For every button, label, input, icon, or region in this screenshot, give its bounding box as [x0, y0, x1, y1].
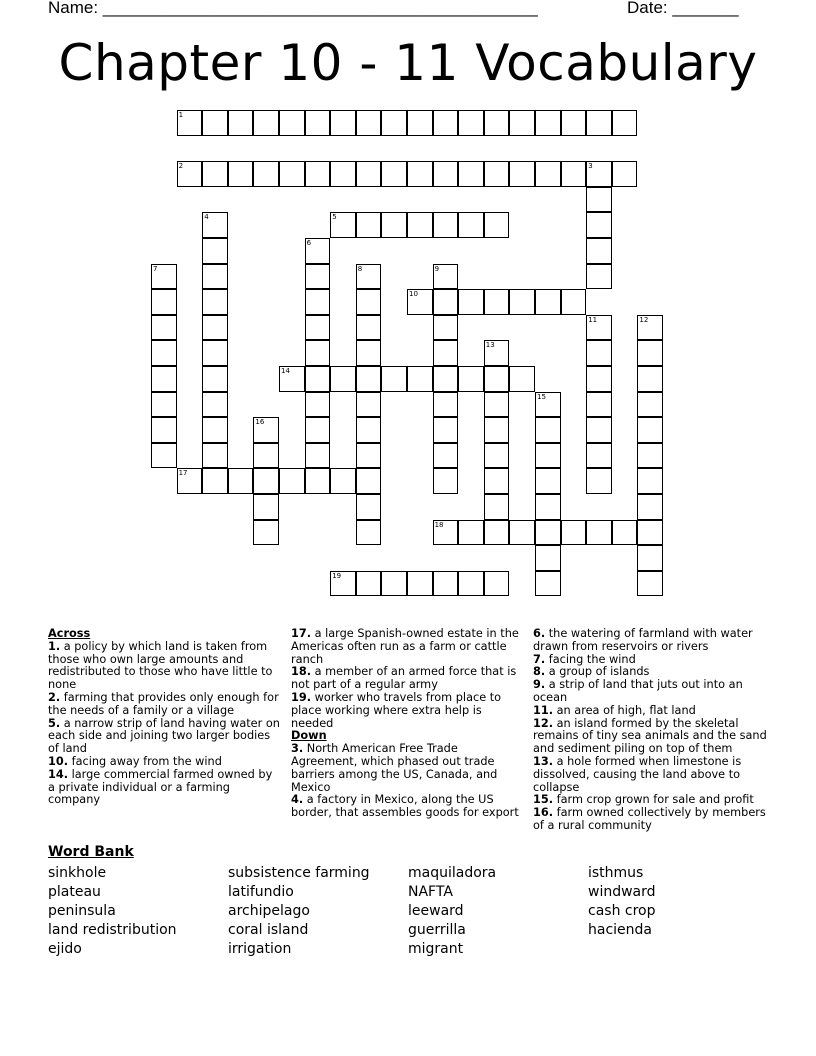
clue-across-17: 17. a large Spanish-owned estate in the Americas often run as a farm or cattle ranch	[291, 627, 519, 666]
clue-across-1: 1. a policy by which land is taken from those who own large amounts and redistributed to those who have little to none	[48, 639, 273, 692]
crossword-cell[interactable]	[356, 212, 382, 238]
clue-across-14: 14. large commercial farmed owned by a private individual or a farming company	[48, 767, 273, 807]
word-bank-column-4	[588, 864, 656, 940]
word-bank-item: NAFTA	[408, 884, 453, 900]
crossword-cell[interactable]	[202, 110, 228, 136]
crossword-cell[interactable]	[253, 520, 279, 546]
word-bank-column-1	[48, 864, 177, 959]
cell-number: 3	[588, 162, 593, 171]
crossword-cell[interactable]	[586, 161, 612, 187]
crossword-cell[interactable]	[535, 468, 561, 494]
crossword-cell[interactable]	[484, 468, 510, 494]
crossword-cell[interactable]	[561, 289, 587, 315]
crossword-cell[interactable]	[202, 289, 228, 315]
crossword-cell[interactable]	[535, 289, 561, 315]
word-bank-item: windward	[588, 884, 656, 900]
crossword-cell[interactable]	[586, 110, 612, 136]
cell-number: 5	[332, 213, 337, 222]
word-bank-item: land redistribution	[48, 922, 177, 938]
crossword-cell[interactable]	[202, 264, 228, 290]
crossword-cell[interactable]	[458, 110, 484, 136]
across-heading: Across	[48, 627, 91, 640]
crossword-cell[interactable]	[330, 161, 356, 187]
word-bank-column-2	[228, 864, 370, 959]
crossword-cell[interactable]	[484, 212, 510, 238]
crossword-cell[interactable]	[202, 315, 228, 341]
crossword-cell[interactable]	[305, 468, 331, 494]
crossword-cell[interactable]	[356, 571, 382, 597]
crossword-cell[interactable]	[612, 161, 638, 187]
crossword-cell[interactable]	[433, 340, 459, 366]
crossword-cell[interactable]	[484, 366, 510, 392]
crossword-cell[interactable]	[535, 161, 561, 187]
crossword-cell[interactable]	[279, 366, 305, 392]
crossword-cell[interactable]	[202, 417, 228, 443]
crossword-cell[interactable]	[484, 289, 510, 315]
crossword-cell[interactable]	[151, 417, 177, 443]
clue-down-16: 16. farm owned collectively by members of a rural community	[533, 806, 766, 832]
crossword-cell[interactable]	[433, 110, 459, 136]
crossword-cell[interactable]	[381, 571, 407, 597]
crossword-cell[interactable]	[305, 315, 331, 341]
crossword-cell[interactable]	[509, 520, 535, 546]
crossword-cell[interactable]	[177, 110, 203, 136]
crossword-cell[interactable]	[253, 494, 279, 520]
crossword-cell[interactable]	[535, 520, 561, 546]
crossword-cell[interactable]	[484, 340, 510, 366]
crossword-cell[interactable]	[612, 110, 638, 136]
crossword-cell[interactable]	[433, 264, 459, 290]
crossword-cell[interactable]	[151, 366, 177, 392]
crossword-cell[interactable]	[253, 110, 279, 136]
date-line[interactable]: Date: _______	[627, 0, 739, 17]
crossword-cell[interactable]	[433, 417, 459, 443]
crossword-cell[interactable]	[535, 443, 561, 469]
crossword-cell[interactable]	[407, 161, 433, 187]
clue-down-3: 3. North American Free Trade Agreement, which phased out trade barriers among the US, Canada, and Mexico	[291, 742, 498, 794]
crossword-cell[interactable]	[458, 571, 484, 597]
word-bank-item: peninsula	[48, 903, 116, 919]
crossword-cell[interactable]	[586, 238, 612, 264]
crossword-cell[interactable]	[305, 110, 331, 136]
crossword-cell[interactable]	[305, 392, 331, 418]
crossword-cell[interactable]	[433, 468, 459, 494]
crossword-cell[interactable]	[356, 161, 382, 187]
cell-number: 9	[434, 264, 440, 273]
crossword-cell[interactable]	[151, 443, 177, 469]
crossword-cell[interactable]	[637, 494, 663, 520]
crossword-cell[interactable]	[202, 366, 228, 392]
crossword-cell[interactable]	[356, 289, 382, 315]
crossword-cell[interactable]	[637, 315, 663, 341]
cell-number: 14	[281, 367, 290, 375]
crossword-cell[interactable]	[484, 110, 510, 136]
crossword-cell[interactable]	[535, 110, 561, 136]
cell-number: 1	[178, 111, 184, 119]
crossword-cell[interactable]	[484, 417, 510, 443]
crossword-cell[interactable]	[381, 366, 407, 392]
word-bank-item: leeward	[408, 903, 464, 919]
cell-number: 7	[153, 264, 158, 273]
cell-number: 11	[588, 315, 598, 324]
crossword-cell[interactable]	[381, 212, 407, 238]
crossword-cell[interactable]	[305, 264, 331, 290]
crossword-cell[interactable]	[433, 571, 459, 597]
crossword-cell[interactable]	[586, 468, 612, 494]
crossword-cell[interactable]	[151, 392, 177, 418]
crossword-cell[interactable]	[253, 417, 279, 443]
crossword-cell[interactable]	[177, 468, 203, 494]
clue-column-3	[533, 628, 769, 833]
crossword-cell[interactable]	[535, 494, 561, 520]
crossword-cell[interactable]	[586, 264, 612, 290]
crossword-cell[interactable]	[637, 392, 663, 418]
crossword-cell[interactable]	[356, 366, 382, 392]
crossword-cell[interactable]	[637, 545, 663, 571]
crossword-cell[interactable]	[356, 468, 382, 494]
crossword-cell[interactable]	[330, 110, 356, 136]
crossword-cell[interactable]	[637, 468, 663, 494]
crossword-cell[interactable]	[433, 161, 459, 187]
clue-column-1	[48, 628, 280, 807]
crossword-cell[interactable]	[330, 212, 356, 238]
crossword-cell[interactable]	[305, 417, 331, 443]
crossword-cell[interactable]	[637, 443, 663, 469]
clue-across-10: 10. facing away from the wind	[48, 754, 222, 768]
crossword-cell[interactable]	[586, 443, 612, 469]
crossword-cell[interactable]	[407, 571, 433, 597]
page-title: Chapter 10 - 11 Vocabulary	[58, 34, 758, 92]
clue-across-5: 5. a narrow strip of land having water on each side and joining two larger bodies of land	[48, 716, 280, 756]
clue-column-2	[291, 628, 523, 820]
crossword-cell[interactable]	[637, 417, 663, 443]
crossword-cell[interactable]	[279, 110, 305, 136]
crossword-cell[interactable]	[586, 212, 612, 238]
crossword-cell[interactable]	[151, 340, 177, 366]
crossword-cell[interactable]	[509, 289, 535, 315]
cell-number: 13	[485, 341, 495, 350]
crossword-cell[interactable]	[202, 340, 228, 366]
crossword-cell[interactable]	[381, 110, 407, 136]
crossword-cell[interactable]	[484, 520, 510, 546]
crossword-cell[interactable]	[305, 289, 331, 315]
crossword-cell[interactable]	[356, 520, 382, 546]
word-bank-item: irrigation	[228, 941, 292, 957]
crossword-cell[interactable]	[637, 571, 663, 597]
crossword-cell[interactable]	[202, 212, 228, 238]
crossword-cell[interactable]	[458, 161, 484, 187]
crossword-cell[interactable]	[151, 315, 177, 341]
cell-number: 6	[306, 239, 312, 247]
crossword-cell[interactable]	[151, 289, 177, 315]
crossword-cell[interactable]	[330, 468, 356, 494]
crossword-cell[interactable]	[356, 392, 382, 418]
crossword-cell[interactable]	[612, 520, 638, 546]
crossword-cell[interactable]	[561, 520, 587, 546]
crossword-cell[interactable]	[253, 443, 279, 469]
clue-down-11: 11. an area of high, flat land	[533, 703, 696, 717]
name-line[interactable]: Name: ______________________________________________	[48, 0, 538, 17]
crossword-cell[interactable]	[433, 443, 459, 469]
clue-down-7: 7. facing the wind	[533, 652, 636, 666]
cell-number: 18	[434, 520, 444, 529]
crossword-cell[interactable]	[637, 366, 663, 392]
cell-number: 19	[332, 571, 342, 580]
cell-number: 8	[357, 264, 363, 273]
crossword-cell[interactable]	[561, 110, 587, 136]
crossword-cell[interactable]	[253, 468, 279, 494]
crossword-cell[interactable]	[202, 468, 228, 494]
word-bank-item: sinkhole	[48, 865, 107, 881]
crossword-cell[interactable]	[356, 110, 382, 136]
crossword-cell[interactable]	[484, 392, 510, 418]
crossword-cell[interactable]	[484, 571, 510, 597]
clue-down-6: 6. the watering of farmland with water drawn from reservoirs or rivers	[533, 627, 753, 653]
word-bank	[48, 844, 768, 957]
crossword-cell[interactable]	[509, 366, 535, 392]
crossword-cell[interactable]	[509, 110, 535, 136]
crossword-cell[interactable]	[509, 161, 535, 187]
word-bank-item: migrant	[408, 941, 464, 957]
clue-down-4: 4. a factory in Mexico, along the US border, that assembles goods for export	[291, 793, 519, 820]
crossword-cell[interactable]	[356, 315, 382, 341]
crossword-cell[interactable]	[330, 571, 356, 597]
crossword-cell[interactable]	[228, 110, 254, 136]
word-bank-item: guerrilla	[408, 922, 466, 938]
crossword-cell[interactable]	[151, 264, 177, 290]
crossword-cell[interactable]	[228, 468, 254, 494]
crossword-cell[interactable]	[330, 366, 356, 392]
crossword-cell[interactable]	[407, 289, 433, 315]
clue-across-18: 18. a member of an armed force that is not part of a regular army	[291, 665, 517, 692]
crossword-cell[interactable]	[202, 392, 228, 418]
crossword-cell[interactable]	[253, 161, 279, 187]
word-bank-item: coral island	[228, 922, 309, 938]
crossword-cell[interactable]	[484, 443, 510, 469]
crossword-cell[interactable]	[586, 392, 612, 418]
cell-number: 4	[204, 213, 209, 222]
down-heading: Down	[291, 729, 327, 743]
crossword-cell[interactable]	[535, 392, 561, 418]
crossword-cell[interactable]	[433, 366, 459, 392]
crossword-cell[interactable]	[407, 110, 433, 136]
crossword-cell[interactable]	[305, 366, 331, 392]
crossword-cell[interactable]	[586, 417, 612, 443]
crossword-cell[interactable]	[356, 417, 382, 443]
crossword-cell[interactable]	[305, 340, 331, 366]
word-bank-title: Word Bank	[48, 844, 134, 860]
crossword-cell[interactable]	[458, 366, 484, 392]
cell-number: 16	[255, 418, 265, 427]
crossword-cell[interactable]	[433, 289, 459, 315]
word-bank-item: hacienda	[588, 922, 652, 938]
crossword-cell[interactable]	[433, 315, 459, 341]
word-bank-item: subsistence farming	[228, 865, 370, 881]
word-bank-item: maquiladora	[408, 865, 497, 881]
crossword-cell[interactable]	[586, 315, 612, 341]
crossword-cell[interactable]	[202, 161, 228, 187]
word-bank-item: archipelago	[228, 903, 310, 919]
word-bank-column-3	[408, 864, 496, 959]
crossword-cell[interactable]	[228, 161, 254, 187]
crossword-cell[interactable]	[407, 212, 433, 238]
crossword-cell[interactable]	[305, 161, 331, 187]
crossword-cell[interactable]	[356, 443, 382, 469]
word-bank-item: latifundio	[228, 884, 294, 900]
clue-down-15: 15. farm crop grown for sale and profit	[533, 793, 754, 807]
crossword-cell[interactable]	[535, 545, 561, 571]
crossword-cell[interactable]	[381, 161, 407, 187]
clue-down-13: 13. a hole formed when limestone is dissolved, causing the land above to collapse	[533, 754, 742, 794]
crossword-cell[interactable]	[202, 443, 228, 469]
crossword-cell[interactable]	[177, 161, 203, 187]
clue-down-9: 9. a strip of land that juts out into an ocean	[533, 678, 743, 704]
crossword-cell[interactable]	[407, 366, 433, 392]
crossword-cell[interactable]	[202, 238, 228, 264]
crossword-cell[interactable]	[433, 212, 459, 238]
crossword-cell[interactable]	[279, 468, 305, 494]
clue-across-19: 19. worker who travels from place to place working where extra help is needed	[291, 690, 502, 730]
word-bank-item: isthmus	[588, 865, 644, 881]
crossword-cell[interactable]	[458, 212, 484, 238]
crossword-cell[interactable]	[458, 520, 484, 546]
crossword-cell[interactable]	[586, 366, 612, 392]
clue-down-8: 8. a group of islands	[533, 665, 650, 679]
cell-number: 15	[537, 392, 546, 401]
crossword-cell[interactable]	[484, 161, 510, 187]
crossword-cell[interactable]	[535, 417, 561, 443]
crossword-cell[interactable]	[535, 571, 561, 597]
crossword-cell[interactable]	[586, 520, 612, 546]
crossword-cell[interactable]	[305, 443, 331, 469]
crossword-cell[interactable]	[433, 520, 459, 546]
crossword-cell[interactable]	[484, 494, 510, 520]
clue-down-12: 12. an island formed by the skeletal remains of tiny sea animals and the sand and sediment piling on top of them	[533, 716, 767, 756]
word-bank-item: plateau	[48, 884, 101, 900]
cell-number: 17	[178, 469, 188, 478]
clue-across-2: 2. farming that provides only enough for the needs of a family or a village	[48, 690, 279, 717]
crossword-cell[interactable]	[356, 340, 382, 366]
crossword-cell[interactable]	[433, 392, 459, 418]
cell-number: 10	[409, 290, 418, 299]
word-bank-item: cash crop	[588, 903, 656, 919]
crossword-cell[interactable]	[637, 340, 663, 366]
cell-number: 2	[178, 162, 184, 171]
crossword-cell[interactable]	[279, 161, 305, 187]
crossword-cell[interactable]	[356, 264, 382, 290]
crossword-cell[interactable]	[356, 494, 382, 520]
crossword-cell[interactable]	[305, 238, 331, 264]
crossword-cell[interactable]	[586, 340, 612, 366]
crossword-cell[interactable]	[586, 187, 612, 213]
crossword-cell[interactable]	[637, 520, 663, 546]
crossword-cell[interactable]	[458, 289, 484, 315]
cell-number: 12	[639, 315, 649, 324]
crossword-cell[interactable]	[561, 161, 587, 187]
word-bank-item: ejido	[48, 941, 82, 957]
